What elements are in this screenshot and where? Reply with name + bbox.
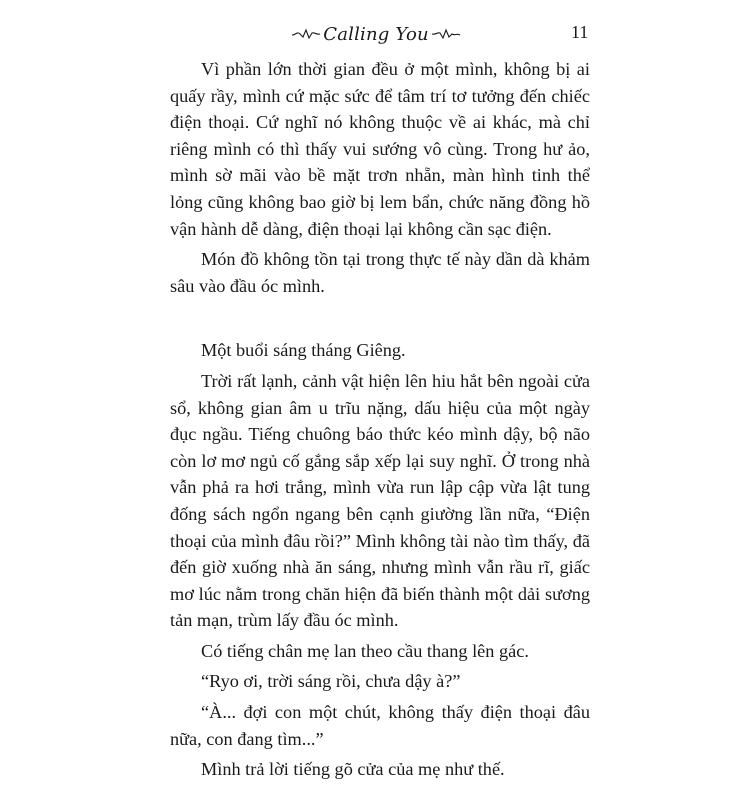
body-text [170,56,590,787]
running-title: Calling You [323,23,429,45]
page-number: 11 [571,22,589,42]
paragraph: Có tiếng chân mẹ lan theo cầu thang lên gác. [201,640,529,661]
paragraph: “Ryo ơi, trời sáng rồi, chưa dậy à?” [201,671,461,692]
paragraph: Món đồ không tồn tại trong thực tế này dần dà khảm sâu vào đầu óc mình. [170,249,590,296]
paragraph: Vì phần lớn thời gian đều ở một mình, không bị ai quấy rầy, mình cứ mặc sức để tâm trí tơ tưởng đến chiếc điện thoại. Cứ nghĩ nó không thuộc về ai khác, mà chỉ riêng mình có thì thấy vui sướng vô cùng. Trong hư ảo, mình sờ mãi vào bề mặt trơn nhẵn, màn hình tinh thể lỏng cũng không bao giờ bị lem bẩn, chức năng đồng hồ vận hành dễ dàng, điện thoại lại không cần sạc điện. [170,59,590,239]
running-title-group [296,18,456,50]
page-header [0,14,750,54]
paragraph: “À... đợi con một chút, không thấy điện thoại đâu nữa, con đang tìm...” [170,702,590,749]
paragraph: Một buổi sáng tháng Giêng. [201,340,406,361]
right-flourish-icon [431,27,461,41]
paragraph: Trời rất lạnh, cảnh vật hiện lên hiu hắt bên ngoài cửa sổ, không gian âm u trĩu nặng, dấu hiệu của một ngày đục ngầu. Tiếng chuông báo thức kéo mình dậy, bộ não còn lơ mơ ngủ cố gắng sắp xếp lại suy nghĩ. Ở trong nhà vẫn phả ra hơi trắng, mình vừa run lập cập vừa lật tung đống sách ngổn ngang bên cạnh giường lần nữa, “Điện thoại của mình đâu rồi?” Mình không tài nào tìm thấy, đã đến giờ xuống nhà ăn sáng, nhưng mình vẫn rầu rĩ, giấc mơ lúc nằm trong chăn hiện đã biến thành một dải sương tản mạn, trùm lấy đầu óc mình. [170,370,590,631]
paragraph: Mình trả lời tiếng gõ cửa của mẹ như thế. [201,759,505,780]
left-flourish-icon [291,27,321,41]
